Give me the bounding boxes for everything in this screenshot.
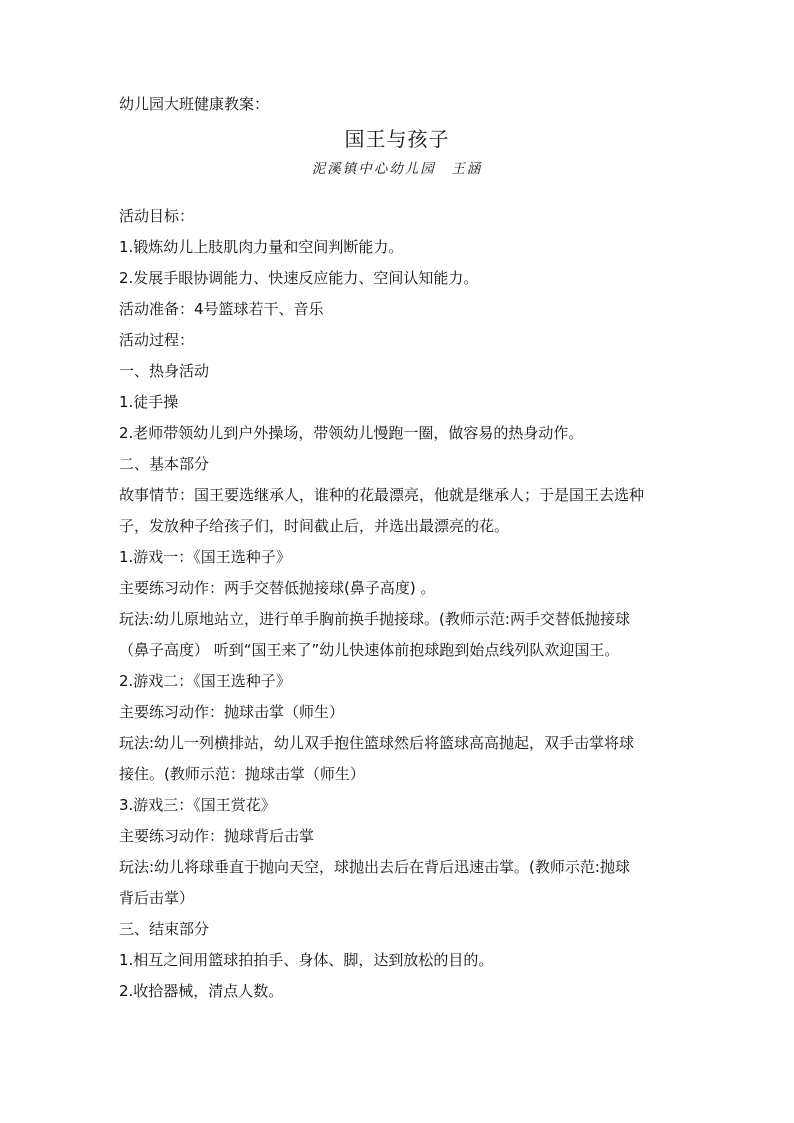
document-body: [119, 201, 677, 1007]
warmup-item: 1.徒手操: [119, 393, 179, 411]
game-rules-line: 接住。(教师示范：抛球击掌（师生）: [119, 765, 365, 783]
game-practice-line: 主要练习动作：抛球背后击掌: [119, 827, 315, 845]
story-text: 子，发放种子给孩子们，时间截止后，并选出最漂亮的花。: [119, 517, 510, 535]
goal-item: 2.发展手眼协调能力、快速反应能力、空间认知能力。: [119, 269, 479, 287]
goal-item: 1.锻炼幼儿上肢肌肉力量和空间判断能力。: [119, 238, 404, 256]
section-heading-goals: 活动目标：: [119, 207, 195, 225]
story-text: 故事情节：国王要选继承人，谁种的花最漂亮，他就是继承人；于是国王去选种: [119, 486, 645, 504]
game-rules-line: 玩法:幼儿原地站立，进行单手胸前换手抛接球。(教师示范:两手交替低抛接球: [119, 610, 630, 628]
ending-item: 1.相互之间用篮球拍拍手、身体、脚，达到放松的目的。: [119, 951, 494, 969]
document-header: 幼儿园大班健康教案：: [119, 95, 270, 113]
ending-item: 2.收拾器械，清点人数。: [119, 982, 284, 1000]
game-practice-line: 主要练习动作：两手交替低抛接球(鼻子高度) 。: [119, 579, 436, 597]
document-title: 国王与孩子: [344, 127, 450, 151]
game-rules-line: 背后击掌）: [119, 889, 195, 907]
document-author: 泥溪镇中心幼儿园 王涵: [311, 161, 483, 177]
game-rules-line: 玩法:幼儿一列横排站，幼儿双手抱住篮球然后将篮球高高抛起，双手击掌将球: [119, 734, 635, 752]
part-heading-warmup: 一、热身活动: [119, 362, 210, 380]
game-heading: 1.游戏一：《国王选种子》: [119, 548, 291, 566]
game-heading: 3.游戏三：《国王赏花》: [119, 796, 276, 814]
part-heading-basic: 二、基本部分: [119, 455, 210, 473]
game-heading: 2.游戏二：《国王选种子》: [119, 672, 291, 690]
game-practice-line: 主要练习动作：抛球击掌（师生）: [119, 703, 345, 721]
part-heading-ending: 三、结束部分: [119, 920, 210, 938]
preparation-line: 活动准备：4号篮球若干、音乐: [119, 300, 324, 318]
game-rules-line: （鼻子高度） 听到“国王来了”幼儿快速体前抱球跑到始点线列队欢迎国王。: [119, 641, 620, 659]
section-heading-process: 活动过程：: [119, 331, 195, 349]
game-rules-line: 玩法:幼儿将球垂直于抛向天空，球抛出去后在背后迅速击掌。(教师示范:抛球: [119, 858, 630, 876]
warmup-item: 2.老师带领幼儿到户外操场，带领幼儿慢跑一圈，做容易的热身动作。: [119, 424, 584, 442]
